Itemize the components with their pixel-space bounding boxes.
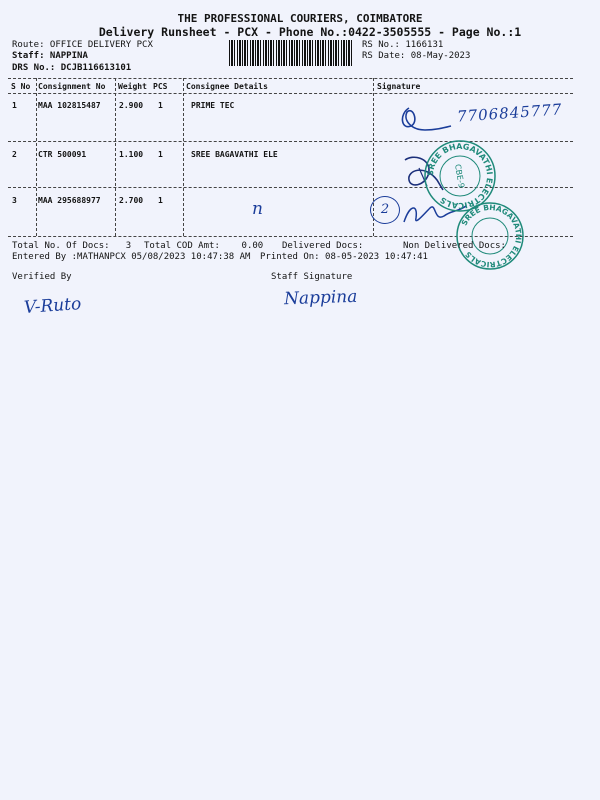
- svg-text:SREE BHAGAVATHI ELECTRICALS: SREE BHAGAVATHI ELECTRICALS: [425, 141, 495, 211]
- row-weight: 2.700: [119, 196, 144, 205]
- header-consignment: Consignment No: [38, 82, 106, 91]
- entered-by: Entered By :MATHANPCX 05/08/2023 10:47:38 AM: [12, 252, 251, 262]
- col-divider-1: [36, 78, 37, 236]
- row-consignment: MAA 295688977: [38, 196, 101, 205]
- delivered-docs: Delivered Docs:: [282, 241, 364, 251]
- row-consignee: PRIME TEC: [191, 101, 235, 110]
- header-sno: S No: [11, 82, 31, 91]
- row-consignee: SREE BAGAVATHI ELE: [191, 150, 278, 159]
- row-sno: 1: [12, 101, 17, 110]
- company-stamp-2: [455, 201, 525, 271]
- header-consignee: Consignee Details: [186, 82, 268, 91]
- col-divider-2: [115, 78, 116, 236]
- header-pcs: PCS: [153, 82, 168, 91]
- rs-date: RS Date: 08-May-2023: [362, 51, 471, 61]
- table-header-rule: [8, 93, 573, 94]
- verified-signature: V-Ruto: [23, 294, 82, 318]
- header-signature: Signature: [377, 82, 421, 91]
- company-title: THE PROFESSIONAL COURIERS, COIMBATORE: [177, 12, 423, 25]
- row-consignment: CTR 500091: [38, 150, 87, 159]
- barcode: [229, 40, 353, 66]
- drs-number: DRS No.: DCJB116613101: [12, 63, 132, 73]
- row-pcs: 1: [158, 196, 163, 205]
- table-top-rule: [8, 78, 573, 79]
- row-consignment: MAA 102815487: [38, 101, 101, 110]
- header-weight: Weight: [118, 82, 147, 91]
- rs-number: RS No.: 1166131: [362, 40, 444, 50]
- col-divider-3: [183, 78, 184, 236]
- row3-handwritten-mark: n: [252, 199, 263, 219]
- route-label: Route: OFFICE DELIVERY PCX: [12, 40, 153, 50]
- non-delivered-docs: Non Delivered Docs:: [403, 241, 506, 251]
- svg-text:SREE BHAGAVATHI ELECTRICALS: SREE BHAGAVATHI ELECTRICALS: [459, 202, 524, 270]
- row1-signature-scribble: [395, 100, 455, 142]
- runsheet-subtitle: Delivery Runsheet - PCX - Phone No.:0422-3505555 - Page No.:1: [98, 25, 522, 39]
- row-pcs: 1: [158, 101, 163, 110]
- svg-text:CBE-9: CBE-9: [452, 163, 467, 189]
- row-weight: 1.100: [119, 150, 144, 159]
- row3-circled-number: 2: [370, 196, 400, 224]
- row-sno: 3: [12, 196, 17, 205]
- row-weight: 2.900: [119, 101, 144, 110]
- staff-label: Staff: NAPPINA: [12, 51, 88, 61]
- staff-signature-label: Staff Signature: [271, 272, 353, 282]
- row-sno: 2: [12, 150, 17, 159]
- verified-by-label: Verified By: [12, 272, 72, 282]
- row-pcs: 1: [158, 150, 163, 159]
- row1-handwritten-number: 7706845777: [456, 100, 563, 126]
- printed-on: Printed On: 08-05-2023 10:47:41: [260, 252, 428, 262]
- total-cod-amount: Total COD Amt: 0.00: [144, 241, 264, 251]
- staff-signature: Nappina: [283, 286, 358, 310]
- total-docs: Total No. Of Docs: 3: [12, 241, 132, 251]
